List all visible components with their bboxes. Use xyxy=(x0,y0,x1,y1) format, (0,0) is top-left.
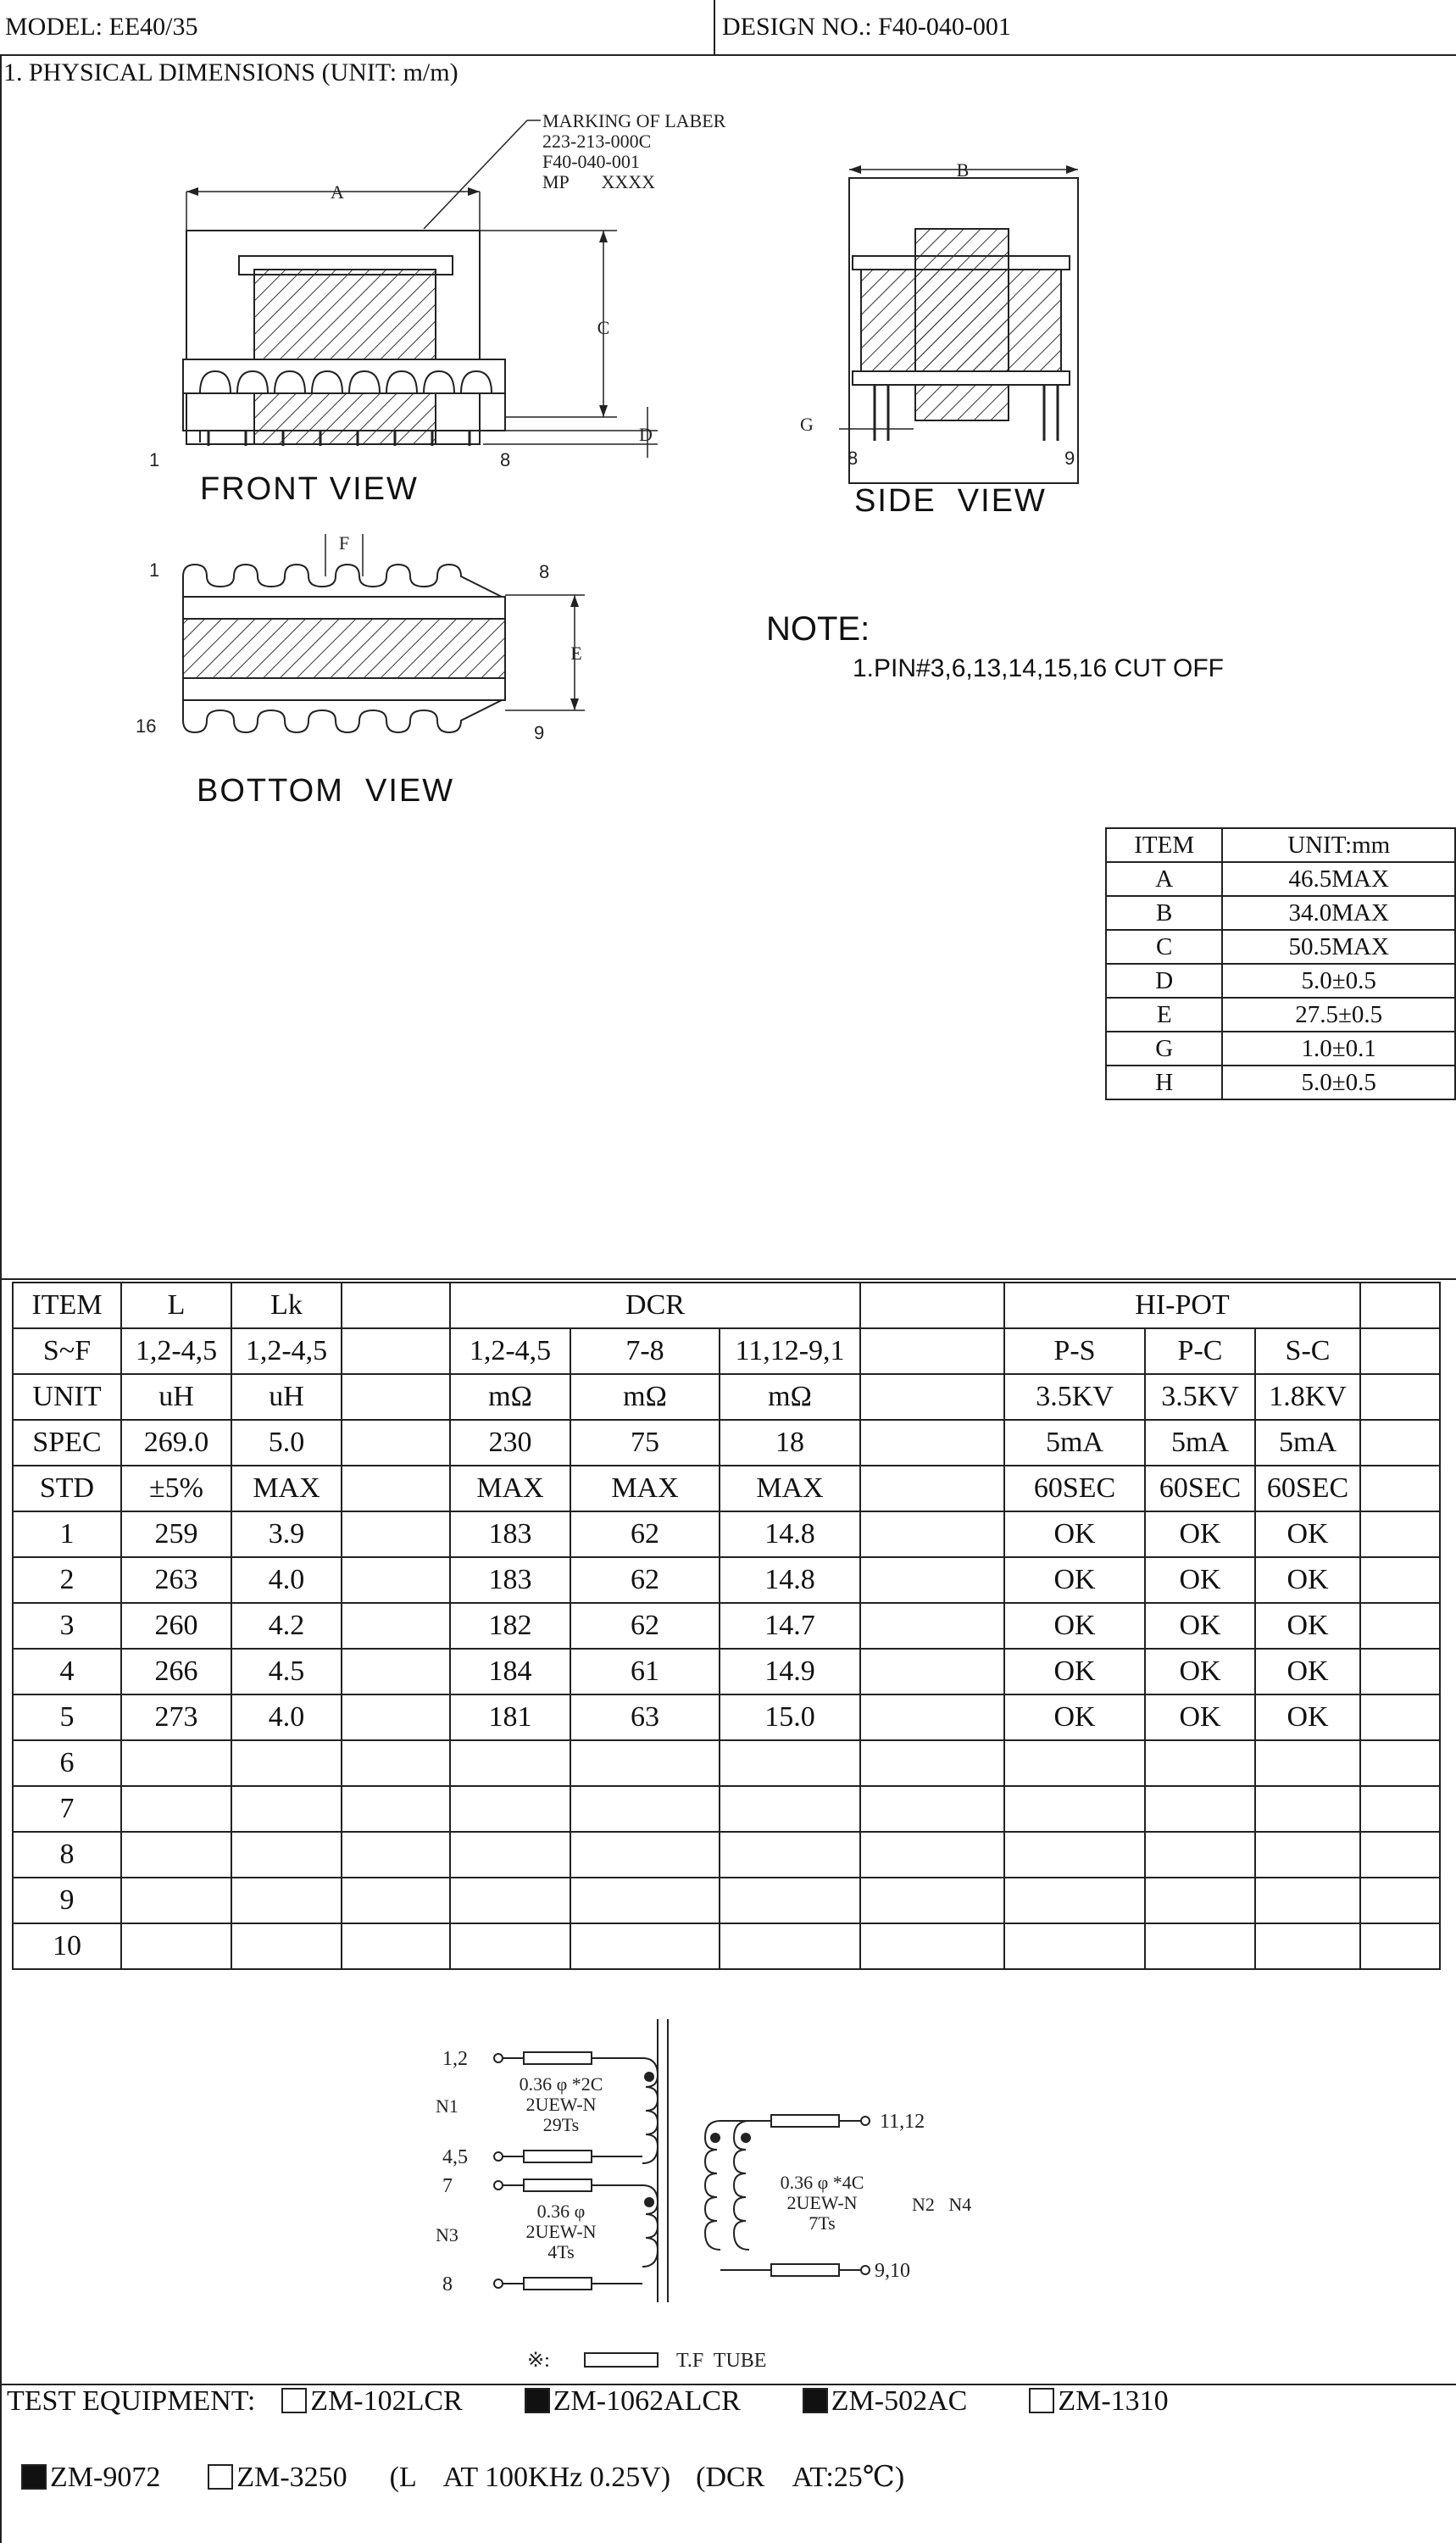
equipment-name: ZM-3250 xyxy=(236,2462,347,2493)
table-cell: 182 xyxy=(450,1603,570,1649)
table-cell: mΩ xyxy=(570,1374,720,1420)
table-cell xyxy=(1255,1878,1360,1923)
equipment-name: ZM-102LCR xyxy=(310,2385,463,2417)
table-cell: 4.5 xyxy=(231,1649,342,1694)
table-cell: 4.2 xyxy=(231,1603,342,1649)
col-l: L xyxy=(121,1283,231,1328)
dim-g-label: G xyxy=(800,414,814,435)
table-cell xyxy=(720,1740,860,1786)
dim-value: 1.0±0.1 xyxy=(1222,1032,1455,1066)
table-cell: OK xyxy=(1145,1557,1255,1603)
table-cell xyxy=(570,1832,720,1878)
frame-divider xyxy=(0,1278,1456,1280)
table-cell xyxy=(231,1740,342,1786)
table-cell xyxy=(1255,1923,1360,1969)
table-cell xyxy=(860,1328,1004,1374)
table-cell: OK xyxy=(1004,1694,1145,1740)
table-cell: 10 xyxy=(13,1923,121,1969)
dim-e-label: E xyxy=(570,643,582,664)
table-cell xyxy=(570,1740,720,1786)
marking-line1: MARKING OF LABER xyxy=(542,110,726,131)
table-cell: 1 xyxy=(13,1511,121,1557)
w2-turns: 7Ts xyxy=(809,2212,836,2234)
table-cell: 3.9 xyxy=(231,1511,342,1557)
test-std-row xyxy=(13,1466,1440,1511)
table-cell xyxy=(1360,1923,1440,1969)
equipment-checkbox[interactable] xyxy=(208,2464,233,2490)
table-cell xyxy=(860,1603,1004,1649)
table-cell xyxy=(342,1832,450,1878)
table-row xyxy=(13,1694,1440,1740)
table-cell: OK xyxy=(1255,1511,1360,1557)
table-cell: OK xyxy=(1255,1603,1360,1649)
table-cell xyxy=(342,1878,450,1923)
table-cell xyxy=(1360,1603,1440,1649)
table-cell xyxy=(450,1832,570,1878)
table-cell xyxy=(342,1511,450,1557)
table-cell xyxy=(860,1694,1004,1740)
table-cell: P-C xyxy=(1145,1328,1255,1374)
table-cell: P-S xyxy=(1004,1328,1145,1374)
bottom-pin-9: 9 xyxy=(534,722,545,743)
table-cell xyxy=(860,1832,1004,1878)
legend-mark: ※: xyxy=(527,2350,550,2372)
table-cell xyxy=(570,1786,720,1832)
equipment-checkbox[interactable] xyxy=(281,2388,307,2413)
table-cell: 1.8KV xyxy=(1255,1374,1360,1420)
table-cell xyxy=(1145,1923,1255,1969)
condition-dcr: (DCR AT:25℃) xyxy=(696,2462,905,2493)
table-cell xyxy=(342,1923,450,1969)
equipment-checkbox[interactable] xyxy=(803,2388,828,2413)
col-lk: Lk xyxy=(231,1283,342,1328)
table-cell xyxy=(121,1740,231,1786)
bottom-pin-1: 1 xyxy=(149,559,160,581)
table-cell: OK xyxy=(1145,1511,1255,1557)
table-cell: OK xyxy=(1255,1557,1360,1603)
dim-value: 5.0±0.5 xyxy=(1222,964,1455,998)
table-cell: 8 xyxy=(13,1832,121,1878)
table-cell xyxy=(231,1923,342,1969)
w1-type: 2UEW-N xyxy=(525,2094,597,2115)
dim-f-label: F xyxy=(338,532,350,554)
table-cell: 3 xyxy=(13,1603,121,1649)
table-row xyxy=(13,1878,1440,1923)
table-cell xyxy=(342,1649,450,1694)
winding-schematic xyxy=(12,2014,1453,2387)
design-number: DESIGN NO.: F40-040-001 xyxy=(722,13,1011,41)
dim-value: 27.5±0.5 xyxy=(1222,998,1455,1032)
table-cell xyxy=(231,1786,342,1832)
table-cell: 269.0 xyxy=(121,1420,231,1466)
table-cell: 184 xyxy=(450,1649,570,1694)
table-cell xyxy=(1145,1878,1255,1923)
dim-item: B xyxy=(1106,896,1222,930)
table-cell xyxy=(860,1557,1004,1603)
table-cell xyxy=(1145,1832,1255,1878)
test-sf-row xyxy=(13,1328,1440,1374)
table-cell: OK xyxy=(1255,1694,1360,1740)
side-view-label: SIDE VIEW xyxy=(854,483,1047,519)
table-row xyxy=(13,1511,1440,1557)
table-cell: OK xyxy=(1004,1649,1145,1694)
w1-turns: 29Ts xyxy=(542,2114,580,2135)
table-cell xyxy=(1360,1420,1440,1466)
table-row xyxy=(13,1649,1440,1694)
test-results-table xyxy=(12,1282,1441,1970)
table-cell xyxy=(231,1878,342,1923)
table-cell xyxy=(860,1420,1004,1466)
dim-value: 50.5MAX xyxy=(1222,930,1455,964)
table-cell: 60SEC xyxy=(1255,1466,1360,1511)
table-cell: 14.8 xyxy=(720,1511,860,1557)
table-cell: 263 xyxy=(121,1557,231,1603)
dim-item: H xyxy=(1106,1066,1222,1099)
equipment-name: ZM-9072 xyxy=(50,2462,161,2493)
dim-item: A xyxy=(1106,862,1222,896)
table-cell xyxy=(342,1603,450,1649)
equipment-checkbox[interactable] xyxy=(525,2388,550,2413)
table-cell: OK xyxy=(1145,1649,1255,1694)
test-spec-row xyxy=(13,1420,1440,1466)
table-cell: 11,12-9,1 xyxy=(720,1328,860,1374)
w3-wire: 0.36 φ xyxy=(536,2201,586,2222)
table-cell: MAX xyxy=(570,1466,720,1511)
marking-line3: F40-040-001 xyxy=(542,151,640,172)
table-cell: 230 xyxy=(450,1420,570,1466)
table-row xyxy=(13,1603,1440,1649)
dim-c-label: C xyxy=(597,317,610,338)
legend-text: T.F TUBE xyxy=(676,2350,767,2372)
table-cell xyxy=(1360,1694,1440,1740)
table-cell xyxy=(860,1511,1004,1557)
section-title: 1. PHYSICAL DIMENSIONS (UNIT: m/m) xyxy=(3,58,458,86)
table-cell: OK xyxy=(1255,1649,1360,1694)
table-cell xyxy=(342,1740,450,1786)
test-equipment-label: TEST EQUIPMENT: xyxy=(7,2385,256,2417)
table-cell: OK xyxy=(1004,1603,1145,1649)
table-cell xyxy=(231,1832,342,1878)
table-cell xyxy=(860,1466,1004,1511)
table-cell xyxy=(342,1328,450,1374)
table-cell xyxy=(121,1878,231,1923)
table-cell: 260 xyxy=(121,1603,231,1649)
bottom-view-label: BOTTOM VIEW xyxy=(197,773,455,809)
table-cell xyxy=(1360,1328,1440,1374)
table-cell xyxy=(860,1374,1004,1420)
table-cell xyxy=(720,1923,860,1969)
table-cell: 259 xyxy=(121,1511,231,1557)
table-row xyxy=(13,1832,1440,1878)
table-cell: 273 xyxy=(121,1694,231,1740)
table-row xyxy=(13,1740,1440,1786)
table-cell: 14.9 xyxy=(720,1649,860,1694)
table-cell xyxy=(860,1923,1004,1969)
dim-value: 34.0MAX xyxy=(1222,896,1455,930)
dim-value: 5.0±0.5 xyxy=(1222,1066,1455,1099)
col-dcr: DCR xyxy=(450,1283,860,1328)
side-pin-8: 8 xyxy=(847,448,859,469)
table-cell: 5mA xyxy=(1145,1420,1255,1466)
table-cell: 266 xyxy=(121,1649,231,1694)
table-cell: 62 xyxy=(570,1557,720,1603)
table-cell xyxy=(860,1649,1004,1694)
table-cell xyxy=(1004,1878,1145,1923)
pin-4-5: 4,5 xyxy=(442,2146,468,2168)
w3-type: 2UEW-N xyxy=(525,2221,597,2242)
table-cell xyxy=(1145,1786,1255,1832)
table-cell xyxy=(570,1878,720,1923)
front-pin-8: 8 xyxy=(500,449,511,470)
table-cell: OK xyxy=(1145,1694,1255,1740)
table-cell: 3.5KV xyxy=(1004,1374,1145,1420)
table-row xyxy=(13,1923,1440,1969)
pin-9-10: 9,10 xyxy=(875,2260,910,2282)
table-cell: 1,2-4,5 xyxy=(450,1328,570,1374)
dim-item: C xyxy=(1106,930,1222,964)
dimension-table xyxy=(1105,827,1456,1100)
table-cell: 1,2-4,5 xyxy=(231,1328,342,1374)
table-cell xyxy=(1360,1786,1440,1832)
table-row xyxy=(1106,1066,1455,1099)
table-cell xyxy=(342,1374,450,1420)
table-cell: SPEC xyxy=(13,1420,121,1466)
side-view-drawing xyxy=(800,159,1078,483)
dim-header-item: ITEM xyxy=(1106,828,1222,862)
pin-8: 8 xyxy=(442,2273,453,2295)
table-cell xyxy=(121,1923,231,1969)
dimension-table-header xyxy=(1106,828,1455,862)
col-hipot: HI-POT xyxy=(1004,1283,1360,1328)
table-row xyxy=(1106,930,1455,964)
table-cell: 4.0 xyxy=(231,1694,342,1740)
marking-line4: MP XXXX xyxy=(542,171,656,192)
table-cell: mΩ xyxy=(720,1374,860,1420)
table-cell: 75 xyxy=(570,1420,720,1466)
table-cell: 15.0 xyxy=(720,1694,860,1740)
table-cell xyxy=(1360,1511,1440,1557)
table-cell: 63 xyxy=(570,1694,720,1740)
col-item: ITEM xyxy=(13,1283,121,1328)
note-text: 1.PIN#3,6,13,14,15,16 CUT OFF xyxy=(853,654,1225,682)
dim-item: D xyxy=(1106,964,1222,998)
table-cell xyxy=(450,1786,570,1832)
table-cell xyxy=(1004,1832,1145,1878)
pin-7: 7 xyxy=(442,2175,453,2197)
table-row xyxy=(1106,896,1455,930)
dim-a-label: A xyxy=(331,181,344,203)
side-pin-9: 9 xyxy=(1064,448,1075,469)
table-cell xyxy=(1255,1832,1360,1878)
front-view-drawing xyxy=(149,110,726,470)
front-pin-1: 1 xyxy=(149,449,160,470)
table-cell xyxy=(121,1786,231,1832)
table-cell: 14.8 xyxy=(720,1557,860,1603)
dim-value: 46.5MAX xyxy=(1222,862,1455,896)
table-cell: 62 xyxy=(570,1511,720,1557)
bottom-pin-8: 8 xyxy=(539,561,550,582)
dim-header-unit: UNIT:mm xyxy=(1222,828,1455,862)
table-cell: mΩ xyxy=(450,1374,570,1420)
equipment-name: ZM-1062ALCR xyxy=(553,2385,741,2417)
table-cell xyxy=(342,1786,450,1832)
table-cell xyxy=(450,1878,570,1923)
w2-wire: 0.36 φ *4C xyxy=(780,2172,864,2193)
condition-l: (L AT 100KHz 0.25V) xyxy=(389,2462,671,2493)
document-header xyxy=(0,0,1456,56)
table-cell xyxy=(570,1923,720,1969)
table-cell: MAX xyxy=(720,1466,860,1511)
table-row xyxy=(13,1786,1440,1832)
table-cell xyxy=(1360,1878,1440,1923)
table-cell: OK xyxy=(1004,1511,1145,1557)
col-blank xyxy=(1360,1283,1440,1328)
table-cell xyxy=(1004,1923,1145,1969)
table-cell: OK xyxy=(1145,1603,1255,1649)
table-cell: S-C xyxy=(1255,1328,1360,1374)
table-cell: uH xyxy=(231,1374,342,1420)
table-cell xyxy=(342,1466,450,1511)
table-cell xyxy=(342,1420,450,1466)
table-row xyxy=(13,1557,1440,1603)
table-cell: S~F xyxy=(13,1328,121,1374)
winding-n2-n4: N2 N4 xyxy=(912,2194,972,2215)
table-cell: 183 xyxy=(450,1511,570,1557)
table-cell: 61 xyxy=(570,1649,720,1694)
winding-n3: N3 xyxy=(436,2224,458,2245)
front-view-label: FRONT VIEW xyxy=(200,471,419,507)
table-cell xyxy=(720,1878,860,1923)
equipment-name: ZM-502AC xyxy=(831,2385,968,2417)
dim-d-label: D xyxy=(639,424,653,445)
table-cell xyxy=(1360,1740,1440,1786)
test-equipment-line2 xyxy=(7,2428,904,2494)
table-cell: 60SEC xyxy=(1004,1466,1145,1511)
table-cell xyxy=(1360,1466,1440,1511)
dim-item: G xyxy=(1106,1032,1222,1066)
table-cell: 5mA xyxy=(1255,1420,1360,1466)
table-cell: STD xyxy=(13,1466,121,1511)
table-cell xyxy=(342,1557,450,1603)
table-row xyxy=(1106,862,1455,896)
table-cell: 62 xyxy=(570,1603,720,1649)
table-cell: 60SEC xyxy=(1145,1466,1255,1511)
col-blank xyxy=(860,1283,1004,1328)
equipment-name: ZM-1310 xyxy=(1058,2385,1169,2417)
table-cell: 183 xyxy=(450,1557,570,1603)
table-row xyxy=(1106,1032,1455,1066)
table-cell xyxy=(1360,1649,1440,1694)
bottom-pin-16: 16 xyxy=(136,715,157,737)
equipment-checkbox[interactable] xyxy=(21,2464,47,2490)
table-cell xyxy=(450,1923,570,1969)
table-cell: 14.7 xyxy=(720,1603,860,1649)
w3-turns: 4Ts xyxy=(547,2241,575,2262)
table-cell: 4.0 xyxy=(231,1557,342,1603)
table-cell xyxy=(1145,1740,1255,1786)
table-cell: MAX xyxy=(231,1466,342,1511)
table-cell xyxy=(1255,1786,1360,1832)
table-cell xyxy=(860,1878,1004,1923)
table-cell xyxy=(121,1832,231,1878)
table-cell xyxy=(1360,1374,1440,1420)
table-cell xyxy=(1360,1832,1440,1878)
table-cell xyxy=(860,1740,1004,1786)
test-header-row xyxy=(13,1283,1440,1328)
table-cell: 7 xyxy=(13,1786,121,1832)
table-cell: 1,2-4,5 xyxy=(121,1328,231,1374)
table-cell: 181 xyxy=(450,1694,570,1740)
equipment-checkbox[interactable] xyxy=(1029,2388,1054,2413)
pin-1-2: 1,2 xyxy=(442,2048,468,2070)
dim-item: E xyxy=(1106,998,1222,1032)
table-row xyxy=(1106,964,1455,998)
table-cell: ±5% xyxy=(121,1466,231,1511)
table-cell xyxy=(1360,1557,1440,1603)
table-cell: 3.5KV xyxy=(1145,1374,1255,1420)
table-cell: UNIT xyxy=(13,1374,121,1420)
col-blank xyxy=(342,1283,450,1328)
table-cell xyxy=(1255,1740,1360,1786)
test-equipment-line1 xyxy=(7,2385,1169,2418)
pin-11-12: 11,12 xyxy=(880,2111,925,2133)
table-cell xyxy=(450,1740,570,1786)
table-cell: 18 xyxy=(720,1420,860,1466)
table-cell: 7-8 xyxy=(570,1328,720,1374)
table-cell xyxy=(342,1694,450,1740)
table-cell xyxy=(1004,1740,1145,1786)
dim-b-label: B xyxy=(956,159,970,181)
table-cell: 5.0 xyxy=(231,1420,342,1466)
marking-line2: 223-213-000C xyxy=(542,131,652,152)
note-title: NOTE: xyxy=(766,610,870,648)
test-unit-row xyxy=(13,1374,1440,1420)
table-cell xyxy=(720,1786,860,1832)
table-cell xyxy=(720,1832,860,1878)
w1-wire: 0.36 φ *2C xyxy=(519,2073,603,2095)
table-row xyxy=(1106,998,1455,1032)
table-cell: 6 xyxy=(13,1740,121,1786)
table-cell: MAX xyxy=(450,1466,570,1511)
winding-n1: N1 xyxy=(436,2095,458,2117)
dimension-drawings xyxy=(0,85,1456,831)
table-cell: 4 xyxy=(13,1649,121,1694)
table-cell: OK xyxy=(1004,1557,1145,1603)
table-cell: uH xyxy=(121,1374,231,1420)
table-cell: 5 xyxy=(13,1694,121,1740)
model-label: MODEL: EE40/35 xyxy=(0,0,715,54)
table-cell: 2 xyxy=(13,1557,121,1603)
table-cell: 5mA xyxy=(1004,1420,1145,1466)
table-cell: 9 xyxy=(13,1878,121,1923)
bottom-view-drawing xyxy=(136,532,585,743)
table-cell xyxy=(1004,1786,1145,1832)
w2-type: 2UEW-N xyxy=(786,2192,858,2213)
table-cell xyxy=(860,1786,1004,1832)
